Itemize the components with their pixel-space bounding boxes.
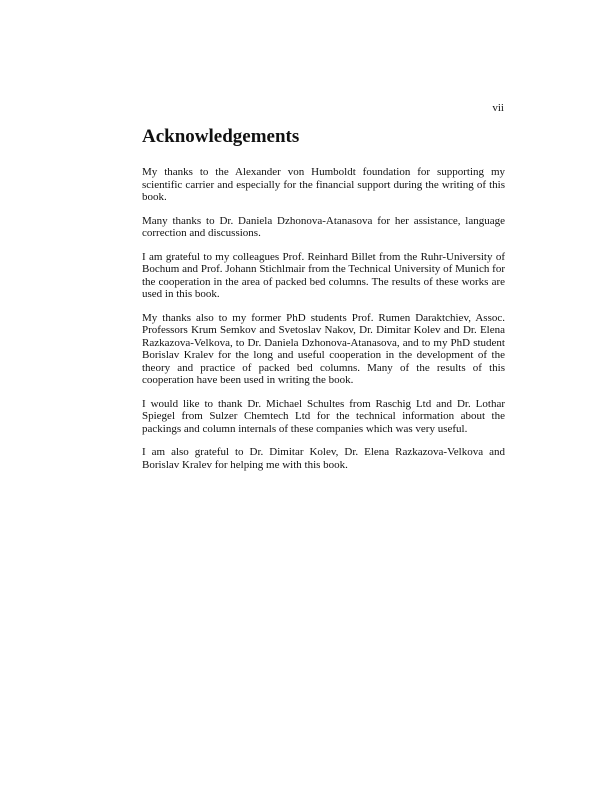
paragraph-colleagues: I am grateful to my colleagues Prof. Reinhard Billet from the Ruhr-University of Bochum and Prof. Johann Stichlmair from the Technical University of Munich for the cooperation in the area of packed bed columns. The results of these works are used in this book. [142,250,505,300]
paragraph-industry: I would like to thank Dr. Michael Schultes from Raschig Ltd and Dr. Lothar Spiegel from Sulzer Chemtech Ltd for the technical information about the packings and column internals of these companies which was very useful. [142,397,505,435]
paragraph-helpers: I am also grateful to Dr. Dimitar Kolev, Dr. Elena Razkazova-Velkova and Borislav Kralev for helping me with this book. [142,446,505,471]
paragraph-humboldt: My thanks to the Alexander von Humboldt foundation for supporting my scientific carrier and especially for the financial support during the writing of this book. [142,166,505,203]
acknowledgements-body [142,166,505,482]
paragraph-dzhonova: Many thanks to Dr. Daniela Dzhonova-Atanasova for her assistance, language correction and discussions. [142,214,505,239]
paragraph-students: My thanks also to my former PhD students Prof. Rumen Daraktchiev, Assoc. Professors Krum Semkov and Svetoslav Nakov, Dr. Dimitar Kolev and Dr. Elena Razkazova-Velkova, to Dr. Daniela Dzhonova-Atanasova, and to my PhD student Borislav Kralev for the long and useful cooperation in the development of the theory and practice of packed bed columns. Many of the results of this cooperation have been used in writing the book. [142,311,505,386]
page-title: Acknowledgements [142,126,300,147]
page-number: vii [492,102,504,114]
